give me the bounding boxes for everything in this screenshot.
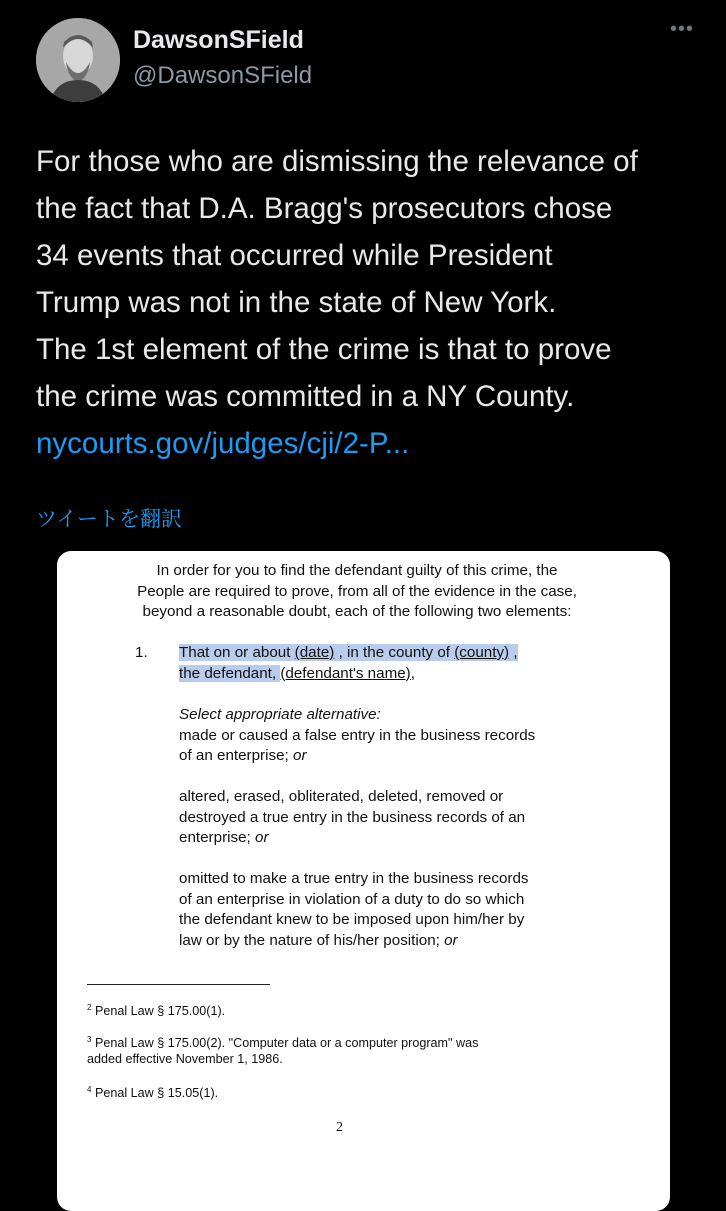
select-alternative-label: Select appropriate alternative: bbox=[179, 706, 381, 723]
element-text: , bbox=[509, 644, 518, 661]
tweet-text-line: 34 events that occurred while President bbox=[36, 239, 553, 272]
tweet-text-line: The 1st element of the crime is that to prove bbox=[36, 333, 612, 366]
date-placeholder: (date) bbox=[294, 644, 335, 661]
alternative-line: of an enterprise in violation of a duty to do so which bbox=[179, 890, 525, 908]
alternative-three bbox=[179, 869, 599, 951]
avatar[interactable] bbox=[36, 18, 120, 102]
alternative-line: enterprise; bbox=[179, 829, 251, 846]
highlighted-text bbox=[179, 644, 518, 661]
footnote-2: $^2$ Penal Law § 175.00(1). bbox=[87, 1002, 226, 1018]
tweet-link[interactable]: nycourts.gov/judges/cji/2-P... bbox=[36, 427, 410, 460]
translate-tweet-link[interactable]: ツイートを翻訳 bbox=[36, 508, 182, 531]
page-number: 2 bbox=[336, 1120, 343, 1135]
element-text: That on or about bbox=[179, 644, 295, 661]
alternative-line: of an enterprise; bbox=[179, 747, 289, 764]
alternative-line: made or caused a false entry in the business records bbox=[179, 726, 536, 744]
profile-photo-icon bbox=[36, 18, 120, 102]
tweet-text-line: the fact that D.A. Bragg's prosecutors chose bbox=[36, 192, 613, 225]
element-one-text bbox=[179, 643, 599, 684]
document-intro bbox=[87, 561, 627, 623]
more-options-icon[interactable]: ••• bbox=[669, 18, 694, 40]
alternative-line: altered, erased, obliterated, deleted, removed or bbox=[179, 788, 504, 805]
tweet-text-line: For those who are dismissing the relevance of bbox=[36, 145, 638, 178]
or-word: or bbox=[444, 931, 458, 949]
element-text: the defendant, bbox=[179, 664, 281, 682]
footnote-4: $^4$ Penal Law § 15.05(1). bbox=[87, 1084, 219, 1100]
element-text: , in the county of bbox=[334, 644, 455, 661]
element-number: 1. bbox=[135, 644, 148, 661]
attached-document-image[interactable] bbox=[57, 551, 670, 1211]
tweet-text bbox=[36, 138, 696, 467]
defendant-name-placeholder: (defendant's name), bbox=[280, 664, 415, 682]
tweet-text-line: the crime was committed in a NY County. bbox=[36, 380, 575, 413]
tweet-text-line: Trump was not in the state of New York. bbox=[36, 286, 557, 319]
alternative-one bbox=[179, 705, 599, 767]
alternative-line: destroyed a true entry in the business records of an bbox=[179, 808, 526, 826]
alternative-line: omitted to make a true entry in the business records bbox=[179, 870, 529, 887]
alternative-two bbox=[179, 787, 599, 849]
tweet-header bbox=[36, 12, 694, 92]
author-display-name[interactable]: DawsonSField bbox=[133, 26, 304, 54]
highlighted-text bbox=[179, 665, 280, 682]
intro-line: People are required to prove, from all of the evidence in the case, bbox=[137, 582, 577, 600]
or-word: or bbox=[255, 829, 269, 846]
county-placeholder: (county) bbox=[454, 644, 510, 661]
alternative-line: law or by the nature of his/her position; bbox=[179, 931, 440, 949]
alternative-line: the defendant knew to be imposed upon him/her by bbox=[179, 911, 525, 928]
intro-line: In order for you to find the defendant guilty of this crime, the bbox=[156, 562, 558, 579]
footnote-3: $^3$ Penal Law § 175.00(2). "Computer data or a computer program" was added effective November 1, 1986. bbox=[87, 1034, 479, 1066]
or-word: or bbox=[293, 747, 307, 764]
author-handle[interactable]: @DawsonSField bbox=[133, 62, 313, 89]
footnote-divider bbox=[87, 984, 270, 985]
intro-line: beyond a reasonable doubt, each of the following two elements: bbox=[142, 603, 572, 620]
